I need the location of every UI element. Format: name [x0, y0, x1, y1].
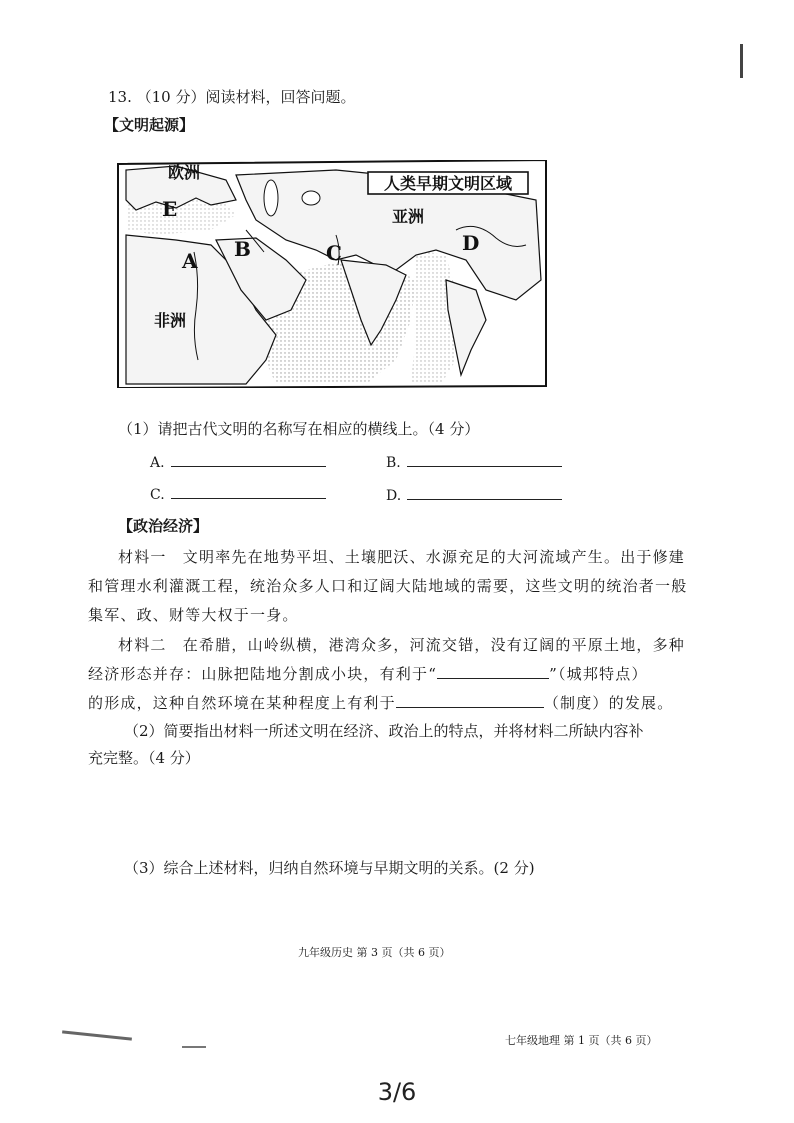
answer-line[interactable]: [171, 484, 326, 499]
material2-line3-post: （制度）的发展。: [543, 694, 674, 712]
answer-line[interactable]: [171, 452, 326, 467]
answer-line[interactable]: [407, 485, 562, 500]
label-africa: 非洲: [154, 311, 187, 330]
label-E: E: [162, 197, 178, 221]
page-footer: 九年级历史 第 3 页（共 6 页）: [298, 946, 451, 959]
material2-line2-pre: 经济形态并存：山脉把陆地分割成小块，有利于“: [88, 665, 438, 683]
material2-line1: 材料二 在希腊，山岭纵横，港湾众多，河流交错，没有辽阔的平原土地，多种: [118, 636, 686, 654]
answer-D[interactable]: [386, 485, 562, 504]
page-indicator: 3/6: [377, 1078, 417, 1106]
map-svg: [116, 160, 548, 388]
scan-edge-mark: [740, 44, 743, 78]
section-heading-politics: 【政治经济】: [118, 517, 209, 535]
scan-smudge: [182, 1046, 206, 1048]
map-title: 人类早期文明区域: [383, 174, 513, 193]
bleed-footer: 七年级地理 第 1 页（共 6 页）: [505, 1034, 658, 1047]
aral-sea: [302, 191, 320, 205]
label-C: C: [326, 241, 342, 265]
answer-line[interactable]: [407, 452, 562, 467]
answer-A[interactable]: [150, 452, 326, 471]
label-B: B: [234, 237, 251, 261]
question-title: 13. （10 分）阅读材料，回答问题。: [108, 88, 356, 106]
answer-label: A.: [150, 455, 165, 471]
material2-line3-pre: 的形成，这种自然环境在某种程度上有利于: [88, 694, 396, 712]
material2-line2-post: ”（城邦特点）: [549, 665, 648, 683]
material1-line1: 材料一 文明率先在地势平坦、土壤肥沃、水源充足的大河流域产生。出于修建: [118, 548, 686, 566]
scan-smudge: [62, 1030, 132, 1040]
material2-line2: [88, 660, 648, 689]
answer-label: B.: [386, 455, 401, 471]
sub-question-2-line2: 充完整。（4 分）: [88, 749, 200, 767]
sub-question-2-line1: （2）简要指出材料一所述文明在经济、政治上的特点，并将材料二所缺内容补: [124, 722, 644, 740]
answer-label: C.: [150, 487, 165, 503]
civilization-map: [116, 160, 548, 388]
material2-line3: [88, 689, 673, 718]
sub-question-1: （1）请把古代文明的名称写在相应的横线上。（4 分）: [118, 420, 480, 438]
section-heading-origin: 【文明起源】: [104, 116, 195, 134]
material1-line2: 和管理水利灌溉工程，统治众多人口和辽阔大陆地域的需要，这些文明的统治者一般: [88, 577, 688, 595]
caspian-sea: [264, 180, 278, 216]
label-asia: 亚洲: [392, 207, 425, 226]
answer-B[interactable]: [386, 452, 562, 471]
material1-line3: 集军、政、财等大权于一身。: [88, 606, 299, 624]
answer-label: D.: [386, 488, 402, 504]
system-blank[interactable]: [396, 691, 544, 708]
answer-C[interactable]: [150, 484, 326, 503]
label-europe: 欧洲: [168, 163, 201, 182]
label-D: D: [462, 231, 480, 255]
sub-question-3: （3）综合上述材料，归纳自然环境与早期文明的关系。(2 分): [124, 859, 535, 877]
label-A: A: [182, 249, 198, 273]
city-state-blank[interactable]: [437, 662, 549, 679]
